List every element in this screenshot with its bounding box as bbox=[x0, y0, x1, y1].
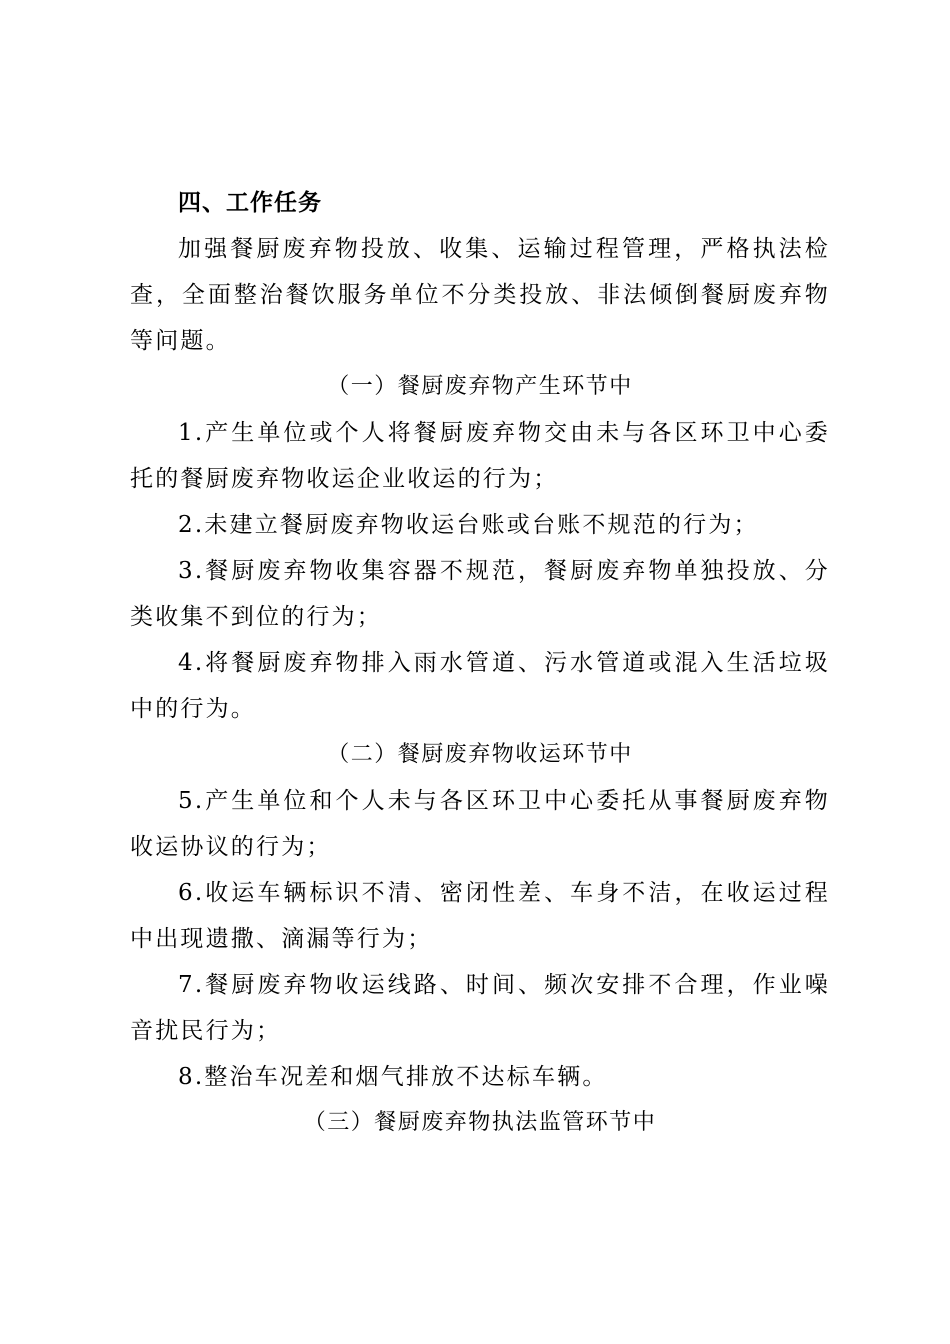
item-6-line-1: 6.收运车辆标识不清、密闭性差、车身不洁，在收运过程 bbox=[178, 880, 830, 906]
item-1-line-1: 1.产生单位或个人将餐厨废弃物交由未与各区环卫中心委 bbox=[178, 420, 830, 446]
item-7-line-1: 7.餐厨废弃物收运线路、时间、频次安排不合理，作业噪 bbox=[178, 972, 830, 998]
document-body bbox=[130, 180, 830, 1146]
item-3-line-1: 3.餐厨废弃物收集容器不规范，餐厨废弃物单独投放、分 bbox=[178, 558, 830, 584]
item-4-line-1: 4.将餐厨废弃物排入雨水管道、污水管道或混入生活垃圾 bbox=[178, 650, 830, 676]
item-4-line-2: 中的行为。 bbox=[130, 696, 256, 722]
item-1-line-2: 托的餐厨废弃物收运企业收运的行为； bbox=[130, 466, 559, 492]
subsection-title-2: （二）餐厨废弃物收运环节中 bbox=[327, 742, 633, 767]
intro-line-3: 等问题。 bbox=[130, 328, 231, 354]
subsection-title-3: （三）餐厨废弃物执法监管环节中 bbox=[303, 1110, 657, 1135]
section-heading: 四、工作任务 bbox=[178, 190, 322, 216]
item-5-line-2: 收运协议的行为； bbox=[130, 834, 332, 860]
item-3-line-2: 类收集不到位的行为； bbox=[130, 604, 382, 630]
item-2-line-1: 2.未建立餐厨废弃物收运台账或台账不规范的行为； bbox=[178, 512, 759, 538]
intro-line-2: 查，全面整治餐饮服务单位不分类投放、非法倾倒餐厨废弃物 bbox=[130, 282, 830, 308]
subsection-title-1: （一）餐厨废弃物产生环节中 bbox=[327, 374, 633, 399]
item-6-line-2: 中出现遗撒、滴漏等行为； bbox=[130, 926, 433, 952]
item-5-line-1: 5.产生单位和个人未与各区环卫中心委托从事餐厨废弃物 bbox=[178, 788, 830, 814]
intro-line-1: 加强餐厨废弃物投放、收集、运输过程管理，严格执法检 bbox=[178, 236, 830, 262]
item-7-line-2: 音扰民行为； bbox=[130, 1018, 282, 1044]
item-8-line-1: 8.整治车况差和烟气排放不达标车辆。 bbox=[178, 1064, 608, 1090]
